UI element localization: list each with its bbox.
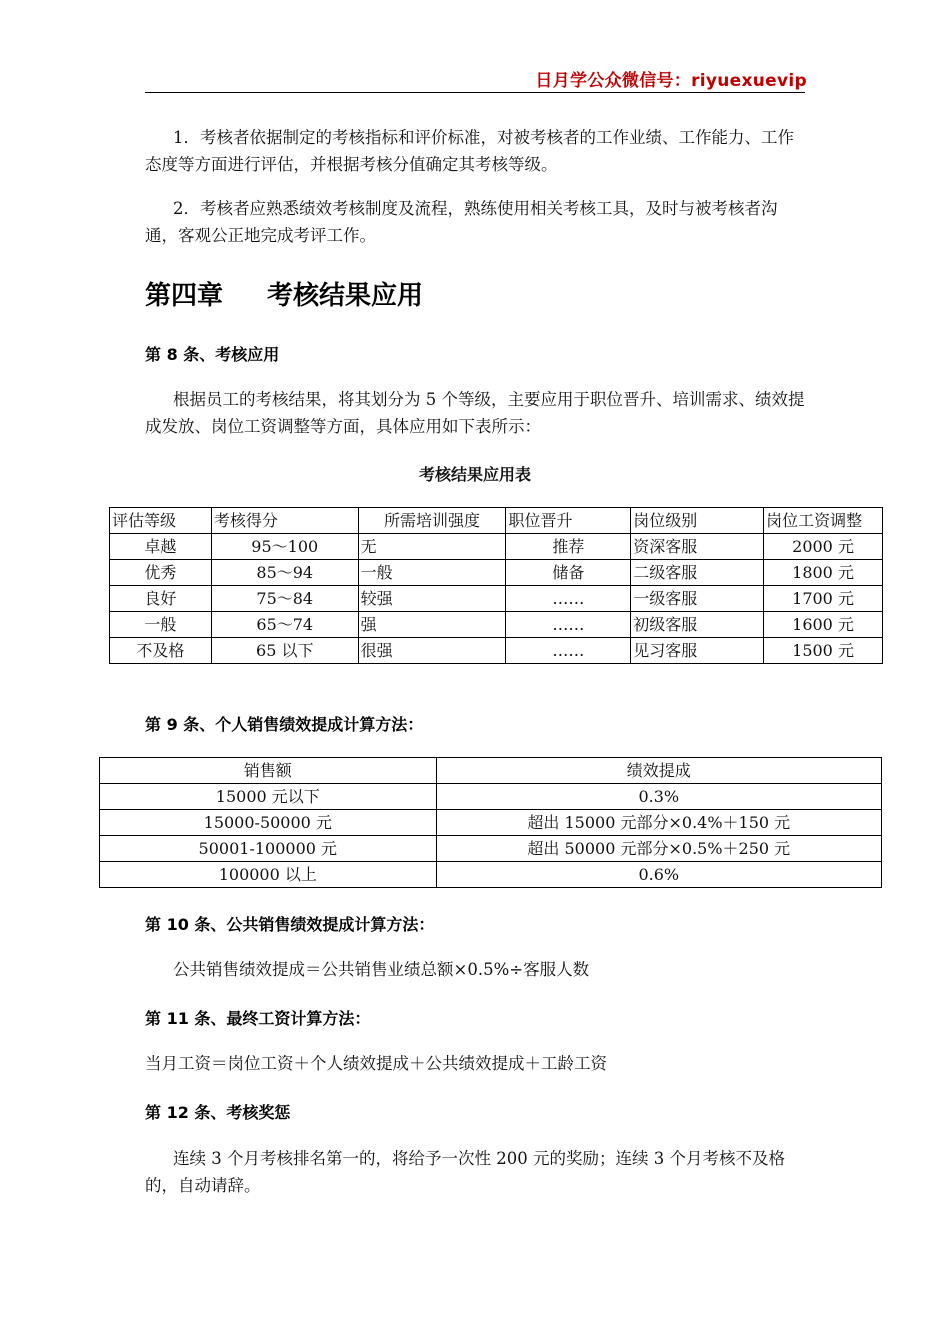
table-header-row	[100, 758, 882, 784]
table-cell: 一般	[110, 612, 212, 638]
table-cell: 超出 15000 元部分×0.4%＋150 元	[436, 810, 881, 836]
table-row	[110, 534, 883, 560]
table-cell: 资深客服	[631, 534, 764, 560]
article-10-title: 第 10 条、公共销售绩效提成计算方法：	[145, 915, 435, 934]
table-cell: 95～100	[211, 534, 358, 560]
table-cell: 1800 元	[764, 560, 883, 586]
table-row	[100, 836, 882, 862]
table-header-cell: 评估等级	[110, 508, 212, 534]
table-header-cell: 岗位级别	[631, 508, 764, 534]
table-cell: 推荐	[506, 534, 631, 560]
article-8-text: 根据员工的考核结果，将其划分为 5 个等级，主要应用于职位晋升、培训需求、绩效提成发放、岗位工资调整等方面，具体应用如下表所示：	[145, 390, 805, 436]
article-9-title: 第 9 条、个人销售绩效提成计算方法：	[145, 715, 424, 734]
table-header-cell: 所需培训强度	[358, 508, 506, 534]
table-cell: 很强	[358, 638, 506, 664]
table-cell: 1500 元	[764, 638, 883, 664]
paragraph-1: 1．考核者依据制定的考核指标和评价标准，对被考核者的工作业绩、工作能力、工作态度等方面进行评估，并根据考核分值确定其考核等级。	[145, 128, 794, 174]
table-cell: 良好	[110, 586, 212, 612]
table-cell: 65 以下	[211, 638, 358, 664]
table-row	[110, 560, 883, 586]
table-cell: 85～94	[211, 560, 358, 586]
table-cell: 超出 50000 元部分×0.5%＋250 元	[436, 836, 881, 862]
table-cell: 15000-50000 元	[100, 810, 437, 836]
table-cell: 50001-100000 元	[100, 836, 437, 862]
table-row	[100, 810, 882, 836]
table-cell: ……	[506, 586, 631, 612]
table-header-cell: 绩效提成	[436, 758, 881, 784]
table-cell: 75～84	[211, 586, 358, 612]
table-header-cell: 岗位工资调整	[764, 508, 883, 534]
paragraph-2: 2．考核者应熟悉绩效考核制度及流程，熟练使用相关考核工具，及时与被考核者沟通，客观公正地完成考评工作。	[145, 199, 778, 245]
article-12-title: 第 12 条、考核奖惩	[145, 1103, 291, 1122]
table-header-cell: 销售额	[100, 758, 437, 784]
table-cell: 不及格	[110, 638, 212, 664]
table-header-cell: 职位晋升	[506, 508, 631, 534]
table-cell: ……	[506, 612, 631, 638]
table-cell: 100000 以上	[100, 862, 437, 888]
table-cell: 二级客服	[631, 560, 764, 586]
table-cell: ……	[506, 638, 631, 664]
table-cell: 1600 元	[764, 612, 883, 638]
table-cell: 较强	[358, 586, 506, 612]
table-header-cell: 考核得分	[211, 508, 358, 534]
table-cell: 卓越	[110, 534, 212, 560]
table-header-row	[110, 508, 883, 534]
table-cell: 0.6%	[436, 862, 881, 888]
table-cell: 见习客服	[631, 638, 764, 664]
article-11-title: 第 11 条、最终工资计算方法：	[145, 1009, 371, 1028]
table-row	[100, 862, 882, 888]
table-cell: 15000 元以下	[100, 784, 437, 810]
chapter-heading	[145, 275, 423, 312]
article-11-text: 当月工资＝岗位工资＋个人绩效提成＋公共绩效提成＋工龄工资	[145, 1054, 607, 1073]
table-cell: 储备	[506, 560, 631, 586]
table-cell: 一般	[358, 560, 506, 586]
article-12-text: 连续 3 个月考核排名第一的，将给予一次性 200 元的奖励；连续 3 个月考核不及格的，自动请辞。	[145, 1149, 785, 1195]
table-row	[100, 784, 882, 810]
table-cell: 初级客服	[631, 612, 764, 638]
table-caption: 考核结果应用表	[418, 465, 531, 484]
table-cell: 优秀	[110, 560, 212, 586]
article-8-title: 第 8 条、考核应用	[145, 345, 280, 364]
assessment-result-table	[109, 507, 883, 664]
article-10-text: 公共销售绩效提成＝公共销售业绩总额×0.5%÷客服人数	[173, 960, 590, 979]
table-cell: 0.3%	[436, 784, 881, 810]
header-rule	[145, 92, 805, 93]
table-row	[110, 612, 883, 638]
table-cell: 强	[358, 612, 506, 638]
table-cell: 无	[358, 534, 506, 560]
table-cell: 65～74	[211, 612, 358, 638]
sales-commission-table	[99, 757, 882, 888]
table-cell: 1700 元	[764, 586, 883, 612]
chapter-number: 第四章	[145, 281, 224, 311]
table-row	[110, 586, 883, 612]
table-cell: 2000 元	[764, 534, 883, 560]
header-wechat-id: 日月学公众微信号：riyuexuevip	[535, 71, 807, 91]
table-cell: 一级客服	[631, 586, 764, 612]
chapter-title: 考核结果应用	[267, 281, 424, 311]
table-row	[110, 638, 883, 664]
